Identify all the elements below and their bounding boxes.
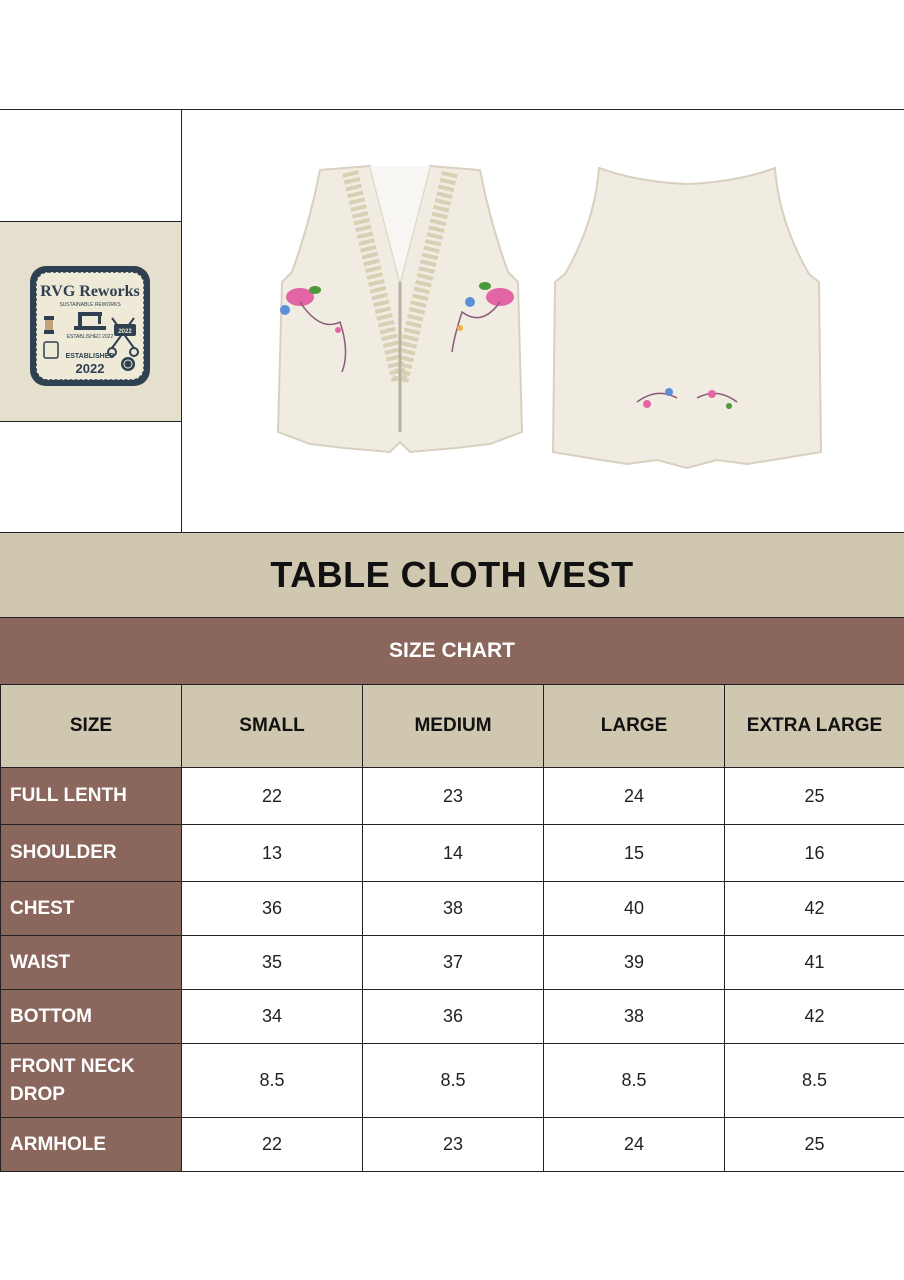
table-cell: 42	[725, 882, 904, 936]
table-cell: 16	[725, 825, 904, 882]
header-area	[0, 109, 904, 532]
header-size: SIZE	[1, 685, 182, 768]
table-cell: 24	[544, 768, 725, 825]
logo-established: ESTABLISHED	[65, 353, 115, 360]
table-cell: 23	[363, 768, 544, 825]
table-cell: 39	[544, 936, 725, 990]
table-cell: 34	[182, 990, 363, 1044]
table-cell: 25	[725, 768, 904, 825]
logo-year: 2022	[75, 361, 105, 376]
size-chart-heading: SIZE CHART	[389, 639, 515, 662]
table-cell: 15	[544, 825, 725, 882]
header-extra-large: EXTRA LARGE	[725, 685, 904, 768]
logo-brand: RVG Reworks	[40, 283, 140, 300]
table-cell: 8.5	[363, 1044, 544, 1118]
size-header-row	[1, 685, 904, 768]
table-row	[1, 768, 904, 825]
table-cell: 25	[725, 1118, 904, 1172]
table-row	[1, 825, 904, 882]
table-cell: 38	[363, 882, 544, 936]
table-cell: 22	[182, 768, 363, 825]
table-cell: 40	[544, 882, 725, 936]
row-label: SHOULDER	[1, 825, 182, 882]
row-label: BOTTOM	[1, 990, 182, 1044]
left-column	[0, 110, 182, 532]
table-cell: 24	[544, 1118, 725, 1172]
table-row	[1, 882, 904, 936]
brand-logo	[26, 262, 154, 390]
table-row	[1, 936, 904, 990]
logo-tagline: SUSTAINABLE REWORKS	[59, 302, 121, 308]
thread-spool-icon	[44, 316, 54, 334]
size-table	[0, 684, 904, 1172]
row-label: FULL LENTH	[1, 768, 182, 825]
table-cell: 8.5	[182, 1044, 363, 1118]
blank-cell-top	[0, 110, 181, 222]
blank-cell-bottom	[0, 422, 181, 532]
logo-badge-year: 2022	[118, 329, 132, 335]
button-icon	[121, 357, 135, 371]
table-cell: 22	[182, 1118, 363, 1172]
table-cell: 36	[363, 990, 544, 1044]
table-cell: 41	[725, 936, 904, 990]
table-cell: 8.5	[544, 1044, 725, 1118]
table-cell: 37	[363, 936, 544, 990]
product-title: TABLE CLOTH VEST	[270, 554, 634, 595]
row-label: WAIST	[1, 936, 182, 990]
table-row	[1, 1118, 904, 1172]
logo-small-established: ESTABLISHED 2022	[66, 334, 114, 340]
table-row	[1, 1044, 904, 1118]
table-cell: 35	[182, 936, 363, 990]
table-cell: 23	[363, 1118, 544, 1172]
table-cell: 36	[182, 882, 363, 936]
table-cell: 38	[544, 990, 725, 1044]
table-cell: 14	[363, 825, 544, 882]
product-photo	[182, 110, 904, 532]
size-chart-sheet	[0, 109, 904, 1172]
logo-cell	[0, 222, 181, 422]
row-label: ARMHOLE	[1, 1118, 182, 1172]
header-large: LARGE	[544, 685, 725, 768]
row-label: FRONT NECK DROP	[1, 1044, 182, 1118]
table-cell: 8.5	[725, 1044, 904, 1118]
row-label: CHEST	[1, 882, 182, 936]
header-medium: MEDIUM	[363, 685, 544, 768]
table-cell: 42	[725, 990, 904, 1044]
header-small: SMALL	[182, 685, 363, 768]
vest-front-image	[260, 162, 540, 472]
table-cell: 13	[182, 825, 363, 882]
subtitle-band	[0, 617, 904, 684]
vest-back-image	[547, 162, 827, 472]
title-band	[0, 532, 904, 617]
table-row	[1, 990, 904, 1044]
